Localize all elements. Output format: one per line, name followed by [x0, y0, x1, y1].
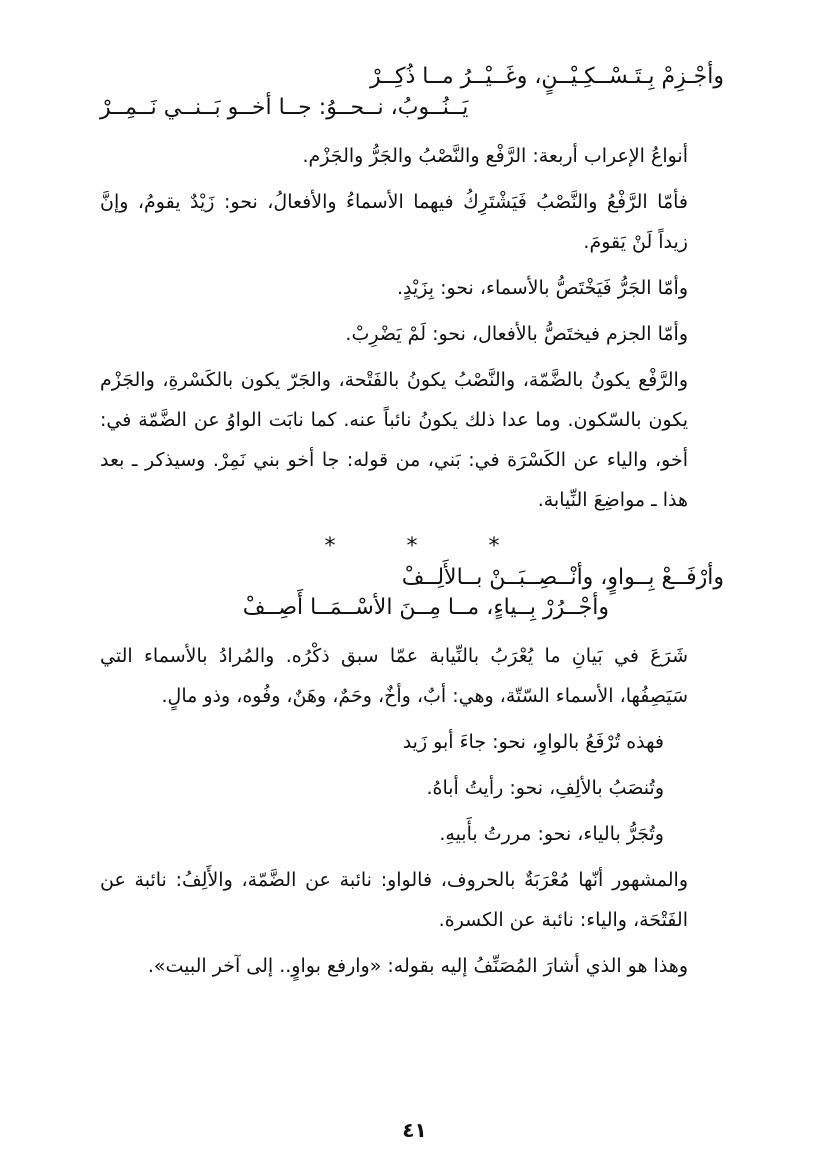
verse-1-line-2: يَــنُــوبُ، نــحــوُ: جــا أخــو بَــنــي نَــمِــرْ [100, 94, 469, 120]
page-body [100, 62, 724, 986]
paragraph-jarr: وأمّا الجَرُّ فَيَخْتَصُّ بالأسماء، نحو: بِزَيْدٍ. [396, 276, 688, 299]
paragraph-raf-nasb: فأمّا الرَّفْعُ والنَّصْبُ فَيَشْتَرِكُ فيهما الأسماءُ والأفعالُ، نحو: زَيْدٌ يقومُ، وإنَّ زيداً لَنْ يَقومَ. [100, 190, 688, 253]
paragraph-mashhur: والمشهور أنّها مُعْرَبَةٌ بالحروف، فالواو: نائبة عن الضَّمّة، والأَلِفُ: نائبة عن الفَتْحَة، والياء: نائبة عن الكسرة. [100, 869, 688, 932]
verse-1-line-1: وأجْـزِمْ بِـتَـسْــكِـيْــنٍ، وغَــيْــرُ مــا ذُكِــرْ [369, 64, 724, 89]
page-number: ٤١ [402, 1118, 427, 1142]
paragraph-nasb-alif: وتُنصَبُ بالألِفِ، نحو: رأيتُ أباهُ. [426, 777, 664, 800]
paragraph-six-nouns: شَرَعَ في بَيانِ ما يُعْرَبُ بالنِّيابة عمّا سبق ذكْرُه. والمُرادُ بالأسماء التي سَيَصِفُها، الأسماء السّتّة، وهي: أبٌ، وأخٌ، وحَمٌ، وهَنٌ، وفُوه، وذو مالٍ. [100, 645, 688, 708]
paragraph-jazm: وأمّا الجزم فيختَصُّ بالأفعال، نحو: لَمْ يَضْرِبْ. [345, 322, 688, 345]
paragraph-author-reference: وهذا هو الذي أشارَ المُصَنِّفُ إليه بقوله: «وارفع بواوٍ.. إلى آخر البيت». [147, 955, 688, 978]
section-separator: * * * [324, 533, 532, 559]
paragraph-types-of-irab: أنواعُ الإعراب أربعة: الرَّفْع والنَّصْبُ والجَرُّ والجَزْم. [302, 144, 688, 167]
paragraph-signs: والرَّفْع يكونُ بالضَّمّة، والنَّصْبُ يكونُ بالفَتْحة، والجَرّ يكون بالكَسْرةِ، والجَزْم يكون بالسّكون. وما عدا ذلك يكونُ نائباً عنه. كما نابَت الواوُ عن الضَّمّة في: أخو، والياء عن الكَسْرَة في: بَني، من قوله: جا أخو بني نَمِرْ. وسيذكر ـ بعد هذا ـ مواضِعَ النِّيابة. [100, 368, 688, 511]
paragraph-raf-waw: فهذه تُرْفَعُ بالواوِ، نحو: جاءَ أبو زَيد [402, 731, 664, 754]
verse-2-line-2: وأجْــرُرْ بِــياءٍ، مــا مِــنَ الأسْــمَــا أَصِــفْ [242, 595, 609, 621]
paragraph-jarr-ya: وتُجَرُّ بالياء، نحو: مررتُ بأَبيهِ. [439, 823, 664, 846]
verse-2-line-1: وأرْفَــعْ بِــواوٍ، وأنْــصِــبَــنْ بــالأَلِــفْ [401, 564, 724, 590]
